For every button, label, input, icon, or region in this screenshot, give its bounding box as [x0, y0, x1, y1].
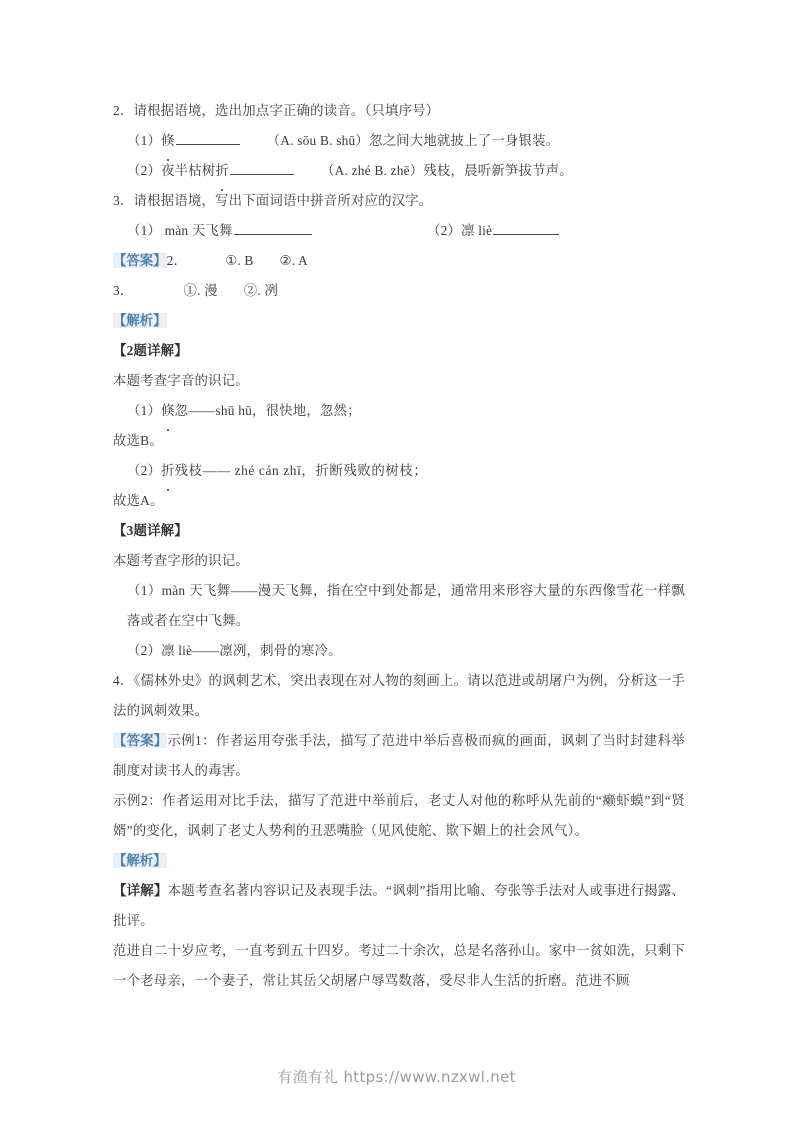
detail-q3-line-1: 本题考查字形的识记。: [113, 553, 249, 568]
answer-tag: 【答案】: [113, 733, 168, 748]
analysis-tag: 【解析】: [113, 853, 167, 868]
answer-1-number: 2．: [166, 253, 188, 268]
detail-q2-line-2-label: （1）: [127, 403, 162, 418]
detail-q3-line-2: （1）màn 天飞舞——漫天飞舞，指在空中到处都是，通常用来形容大量的东西像雪花一样飘落或者在空中飞舞。: [127, 583, 685, 628]
question-3-item-1-label: （1） màn 天飞舞: [127, 223, 233, 238]
answer-blank[interactable]: [234, 220, 312, 235]
question-2-item-2-suffix: （A. zhé B. zhē）残枝，晨听新笋拔节声。: [321, 163, 573, 178]
analysis-tag: 【解析】: [113, 313, 167, 328]
q2-item-2-label: （2）夜半枯树: [127, 163, 216, 178]
detail-q2-line-2: [113, 396, 685, 426]
question-3-item-1: [127, 216, 427, 246]
analysis-tag-1: [113, 306, 685, 336]
question-2-item-1-prefix: [127, 133, 175, 148]
answer-block-q4-1: [113, 726, 685, 786]
question-2-item-2: [113, 156, 685, 186]
analysis-tag-2: [113, 846, 685, 876]
answer-2-a: ①. 漫: [183, 283, 218, 298]
detail-header-q2: [113, 336, 685, 366]
question-3-items-row: [113, 216, 685, 246]
question-3-item-2: [427, 216, 685, 246]
detail-tag-q4: 【详解】: [113, 883, 168, 898]
question-3-item-2-label: （2）凛 liè: [427, 223, 493, 238]
emphasis-dot-char-shu: 倏: [161, 396, 175, 426]
detail-tag-q3: 【3题详解】: [113, 523, 188, 538]
answer-blank[interactable]: [176, 130, 240, 145]
answer-tag: 【答案】: [113, 253, 167, 268]
detail-q2-line-1: 本题考查字音的识记。: [113, 373, 249, 388]
detail-q2-line-5: 故选A。: [113, 493, 164, 508]
emphasis-dot-char-zhe: 折: [161, 456, 175, 486]
answer-1-b: ②. A: [279, 253, 308, 268]
detail-q2-line-4-suffix: 残枝—— zhé cán zhī，折断残败的树枝；: [174, 463, 428, 478]
question-3-stem: 3．请根据语境，写出下面词语中拼音所对应的汉字。: [113, 193, 433, 208]
question-2-item-1-suffix: （A. sōu B. shū）忽之间大地就披上了一身银装。: [266, 133, 560, 148]
detail-q2-line-4: [113, 456, 685, 486]
question-4-answer-2: 示例2：作者运用对比手法，描写了范进中举前后，老丈人对他的称呼从先前的“癞虾蟆”到“贤婿”的变化，讽刺了老丈人势利的丑恶嘴脸（见风使舵、欺下媚上的社会风气）。: [113, 793, 685, 838]
detail-q2-line-4-label: （2）: [127, 463, 162, 478]
question-4-stem: 4．《儒林外史》的讽刺艺术，突出表现在对人物的刻画上。请以范进或胡屠户为例，分析这一手法的讽刺效果。: [113, 673, 685, 718]
question-4-answer-1: 示例1：作者运用夸张手法，描写了范进中举后喜极而疯的画面，讽刺了当时封建科举制度对读书人的毒害。: [113, 733, 686, 778]
detail-q2-line-2-suffix: 忽——shū hū，很快地，忽然；: [174, 403, 361, 418]
detail-q4-line-1-text: 本题考查名著内容识记及表现手法。“讽刺”指用比喻、夸张等手法对人或事进行揭露、批评。: [113, 883, 685, 928]
detail-q4-line-2: 范进自二十岁应考，一直考到五十四岁。考过二十余次，总是名落孙山。家中一贫如洗，只剩下一个老母亲，一个妻子，常让其岳父胡屠户辱骂数落，受尽非人生活的折磨。范进不顾: [113, 943, 685, 988]
q2-item-1-label: （1）: [127, 133, 162, 148]
answer-2-b: ②. 冽: [243, 283, 279, 298]
detail-header-q3: [113, 516, 685, 546]
detail-q2-line-3: 故选B。: [113, 433, 163, 448]
text-column: [113, 96, 685, 996]
answer-block-1: [113, 246, 685, 276]
answer-block-2: [113, 276, 685, 306]
emphasis-dot-char-shu: 倏: [161, 126, 175, 156]
emphasis-dot-char-zhe: 折: [215, 156, 229, 186]
answer-blank[interactable]: [230, 160, 294, 175]
answer-blank[interactable]: [493, 220, 559, 235]
detail-tag-q2: 【2题详解】: [113, 343, 188, 358]
answer-2-number: 3．: [113, 283, 134, 298]
answer-1-a: ①. B: [225, 253, 254, 268]
watermark: 有渔有礼 https://www.nzxwl.net: [277, 1068, 516, 1086]
detail-q4-line-1: [113, 876, 685, 936]
question-2-stem: 2．请根据语境，选出加点字正确的读音。（只填序号）: [113, 103, 440, 118]
detail-q3-line-3: （2）凛 liè——凛冽，刺骨的寒冷。: [127, 643, 342, 658]
question-2-item-1: [113, 126, 685, 156]
